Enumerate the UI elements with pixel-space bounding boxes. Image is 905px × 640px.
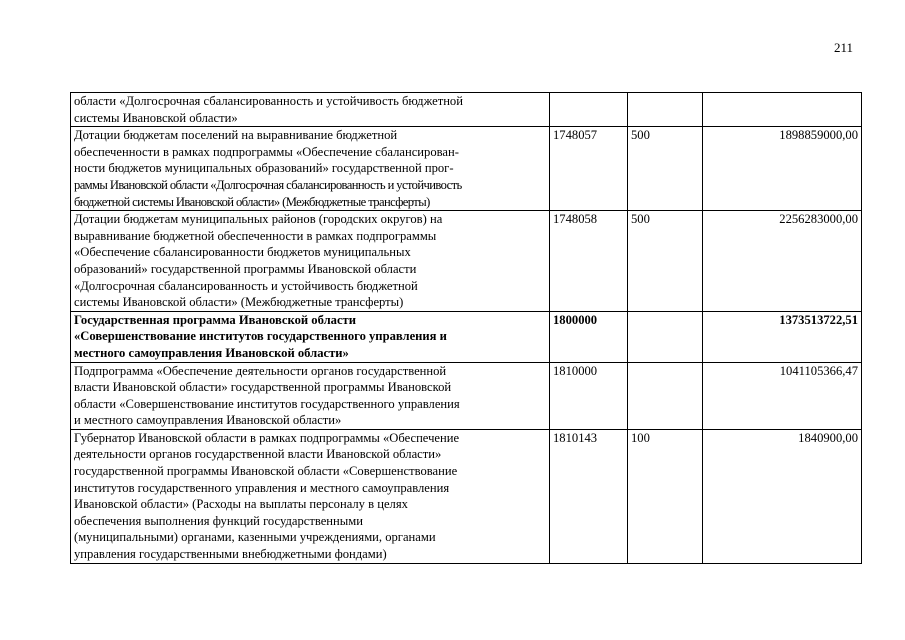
table-row xyxy=(71,93,862,127)
row-type-cell: 500 xyxy=(628,127,703,211)
row-name-cell xyxy=(71,93,550,127)
row-name-line: Губернатор Ивановской области в рамках подпрограммы «Обеспечение xyxy=(74,430,460,445)
row-name-line: бюджетной системы Ивановской области» (Межбюджетные трансферты) xyxy=(74,194,430,209)
row-code-cell: 1748058 xyxy=(550,211,628,312)
row-name-line: государственной программы Ивановской области «Совершенствование xyxy=(74,464,458,479)
row-sum-cell: 1898859000,00 xyxy=(703,127,862,211)
row-type-cell xyxy=(628,311,703,362)
row-name-line: и местного самоуправления Ивановской области» xyxy=(74,413,342,428)
row-name-line: образований» государственной программы Ивановской области xyxy=(74,261,417,276)
row-name-line: «Совершенствование институтов государственного управления и xyxy=(74,329,447,344)
row-name-line: деятельности органов государственной власти Ивановской области» xyxy=(74,447,442,462)
row-name-line: Ивановской области» (Расходы на выплаты персоналу в целях xyxy=(74,497,408,512)
row-name-cell xyxy=(71,311,550,362)
row-name-cell xyxy=(71,362,550,429)
row-name-line: Дотации бюджетам поселений на выравнивание бюджетной xyxy=(74,128,398,143)
table-row xyxy=(71,127,862,211)
row-name-line: обеспечения выполнения функций государственными xyxy=(74,513,363,528)
page-number: 211 xyxy=(833,40,853,55)
row-name-line: Государственная программа Ивановской области xyxy=(74,312,356,327)
row-name-line: власти Ивановской области» государственной программы Ивановской xyxy=(74,380,452,395)
row-name-line: обеспеченности в рамках подпрограммы «Обеспечение сбалансирован- xyxy=(74,144,459,159)
row-sum-cell: 1041105366,47 xyxy=(703,362,862,429)
table-row xyxy=(71,311,862,362)
row-name-line: области «Долгосрочная сбалансированность и устойчивость бюджетной xyxy=(74,94,463,108)
row-name-line: (муниципальными) органами, казенными учреждениями, органами xyxy=(74,530,436,545)
row-type-cell xyxy=(628,362,703,429)
row-name-line: Подпрограмма «Обеспечение деятельности органов государственной xyxy=(74,363,447,378)
row-name-line: ности бюджетов муниципальных образований» государственной прог- xyxy=(74,161,454,176)
budget-table xyxy=(70,92,862,564)
row-sum-cell: 1373513722,51 xyxy=(703,311,862,362)
table-row xyxy=(71,211,862,312)
row-name-line: институтов государственного управления и местного самоуправления xyxy=(74,480,450,495)
table-row xyxy=(71,429,862,563)
row-name-line: управления государственными внебюджетными фондами) xyxy=(74,547,387,562)
row-code-cell: 1748057 xyxy=(550,127,628,211)
row-code-cell: 1800000 xyxy=(550,311,628,362)
row-type-cell: 500 xyxy=(628,211,703,312)
row-sum-cell: 1840900,00 xyxy=(703,429,862,563)
row-name-cell xyxy=(71,211,550,312)
row-name-line: Дотации бюджетам муниципальных районов (городских округов) на xyxy=(74,212,443,227)
row-sum-cell: 2256283000,00 xyxy=(703,211,862,312)
row-type-cell: 100 xyxy=(628,429,703,563)
row-code-cell: 1810143 xyxy=(550,429,628,563)
row-name-line: системы Ивановской области» (Межбюджетные трансферты) xyxy=(74,295,404,310)
row-name-line: выравнивание бюджетной обеспеченности в рамках подпрограммы xyxy=(74,228,437,243)
row-name-line: области «Совершенствование институтов государственного управления xyxy=(74,396,460,411)
row-name-line: местного самоуправления Ивановской области» xyxy=(74,345,349,360)
row-name-cell xyxy=(71,429,550,563)
row-name-line: «Обеспечение сбалансированности бюджетов муниципальных xyxy=(74,245,411,260)
row-type-cell xyxy=(628,93,703,127)
table-row xyxy=(71,362,862,429)
row-name-line: системы Ивановской области» xyxy=(74,110,238,125)
row-name-line: раммы Ивановской области «Долгосрочная сбалансированность и устойчивость xyxy=(74,177,462,192)
row-name-cell xyxy=(71,127,550,211)
row-code-cell xyxy=(550,93,628,127)
row-code-cell: 1810000 xyxy=(550,362,628,429)
row-sum-cell xyxy=(703,93,862,127)
row-name-line: «Долгосрочная сбалансированность и устойчивость бюджетной xyxy=(74,278,418,293)
